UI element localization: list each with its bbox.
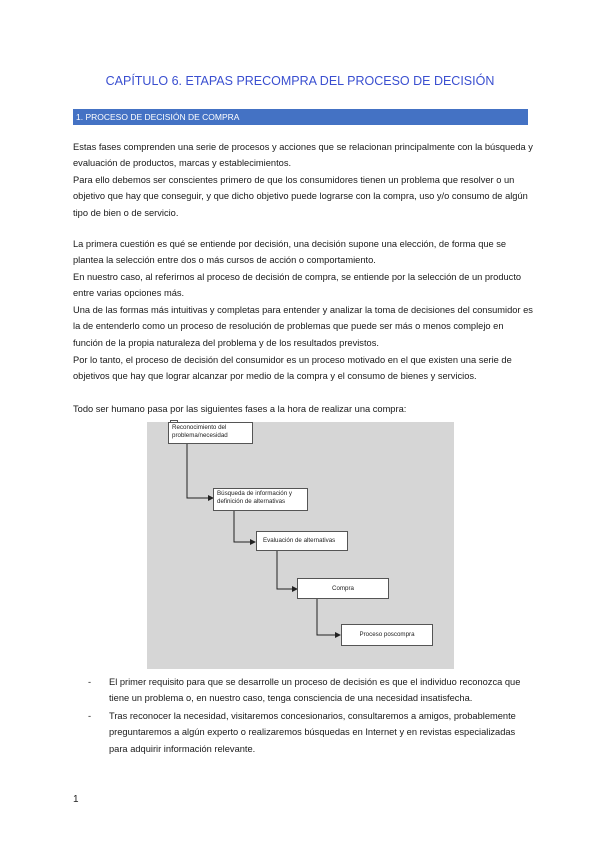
- bullet-marker: -: [88, 710, 92, 721]
- diagram-step-recognition: Reconocimiento del problema/necesidad: [168, 422, 253, 444]
- paragraph: En nuestro caso, al referirnos al proceso de decisión de compra, se entiende por la selección de un producto entre varias opciones más.: [73, 272, 522, 299]
- paragraph: Por lo tanto, el proceso de decisión del consumidor es un proceso motivado en el que existen una serie de objetivos que hay que lograr alcanzar por medio de la compra y el consumo de bienes y servicios.: [73, 355, 512, 382]
- diagram-step-evaluation: Evaluación de alternativas: [256, 531, 348, 551]
- paragraph: Una de las formas más intuitivas y completas para entender y analizar la toma de decisiones del consumidor es la de entenderlo como un proceso de resolución de problemas que puede ser más o menos complejo en función de la propia naturaleza del problema y de los resultados previstos.: [73, 305, 533, 348]
- bullet-text: El primer requisito para que se desarrolle un proceso de decisión es que el individuo reconozca que tiene un problema o, en nuestro caso, tenga consciencia de una necesidad insatisfecha.: [109, 677, 521, 704]
- list-item: [88, 674, 528, 707]
- connector-arrow: [277, 551, 297, 589]
- paragraph: Estas fases comprenden una serie de procesos y acciones que se relacionan principalmente con la búsqueda y evaluación de productos, marcas y establecimientos.: [73, 142, 533, 169]
- chapter-title: CAPÍTULO 6. ETAPAS PRECOMPRA DEL PROCESO DE DECISIÓN: [105, 74, 495, 88]
- connector-arrow: [317, 599, 340, 635]
- connector-arrow: [187, 444, 213, 498]
- bullet-marker: -: [88, 677, 92, 687]
- paragraph: Todo ser humano pasa por las siguientes fases a la hora de realizar una compra:: [73, 404, 407, 414]
- connector-arrow: [234, 511, 255, 542]
- paragraph: La primera cuestión es qué se entiende por decisión, una decisión supone una elección, de forma que se plantea la selección entre dos o más cursos de acción o comportamiento.: [73, 239, 507, 266]
- diagram-step-purchase: Compra: [297, 578, 389, 599]
- diagram-step-post-purchase: Proceso poscompra: [341, 624, 433, 646]
- bullet-list: [88, 674, 528, 758]
- diagram-step-information-search: Búsqueda de información y definición de alternativas: [213, 488, 308, 511]
- page-number: 1: [73, 794, 79, 805]
- paragraph: Para ello debemos ser conscientes primero de que los consumidores tienen un problema que resolver o un objetivo que hay que conseguir, y que dicho objetivo puede lograrse con la compra, uso y/o consumo de algún tipo de bien o de servicio.: [73, 175, 528, 218]
- list-item: [88, 708, 528, 757]
- section-heading: 1. PROCESO DE DECISIÓN DE COMPRA: [73, 109, 528, 125]
- purchase-process-diagram: [147, 422, 454, 669]
- bullet-text: Tras reconocer la necesidad, visitaremos concesionarios, consultaremos a amigos, probablemente preguntaremos a algún experto o realizaremos búsquedas en Internet y en revistas especializadas para adquirir información relevante.: [109, 710, 516, 754]
